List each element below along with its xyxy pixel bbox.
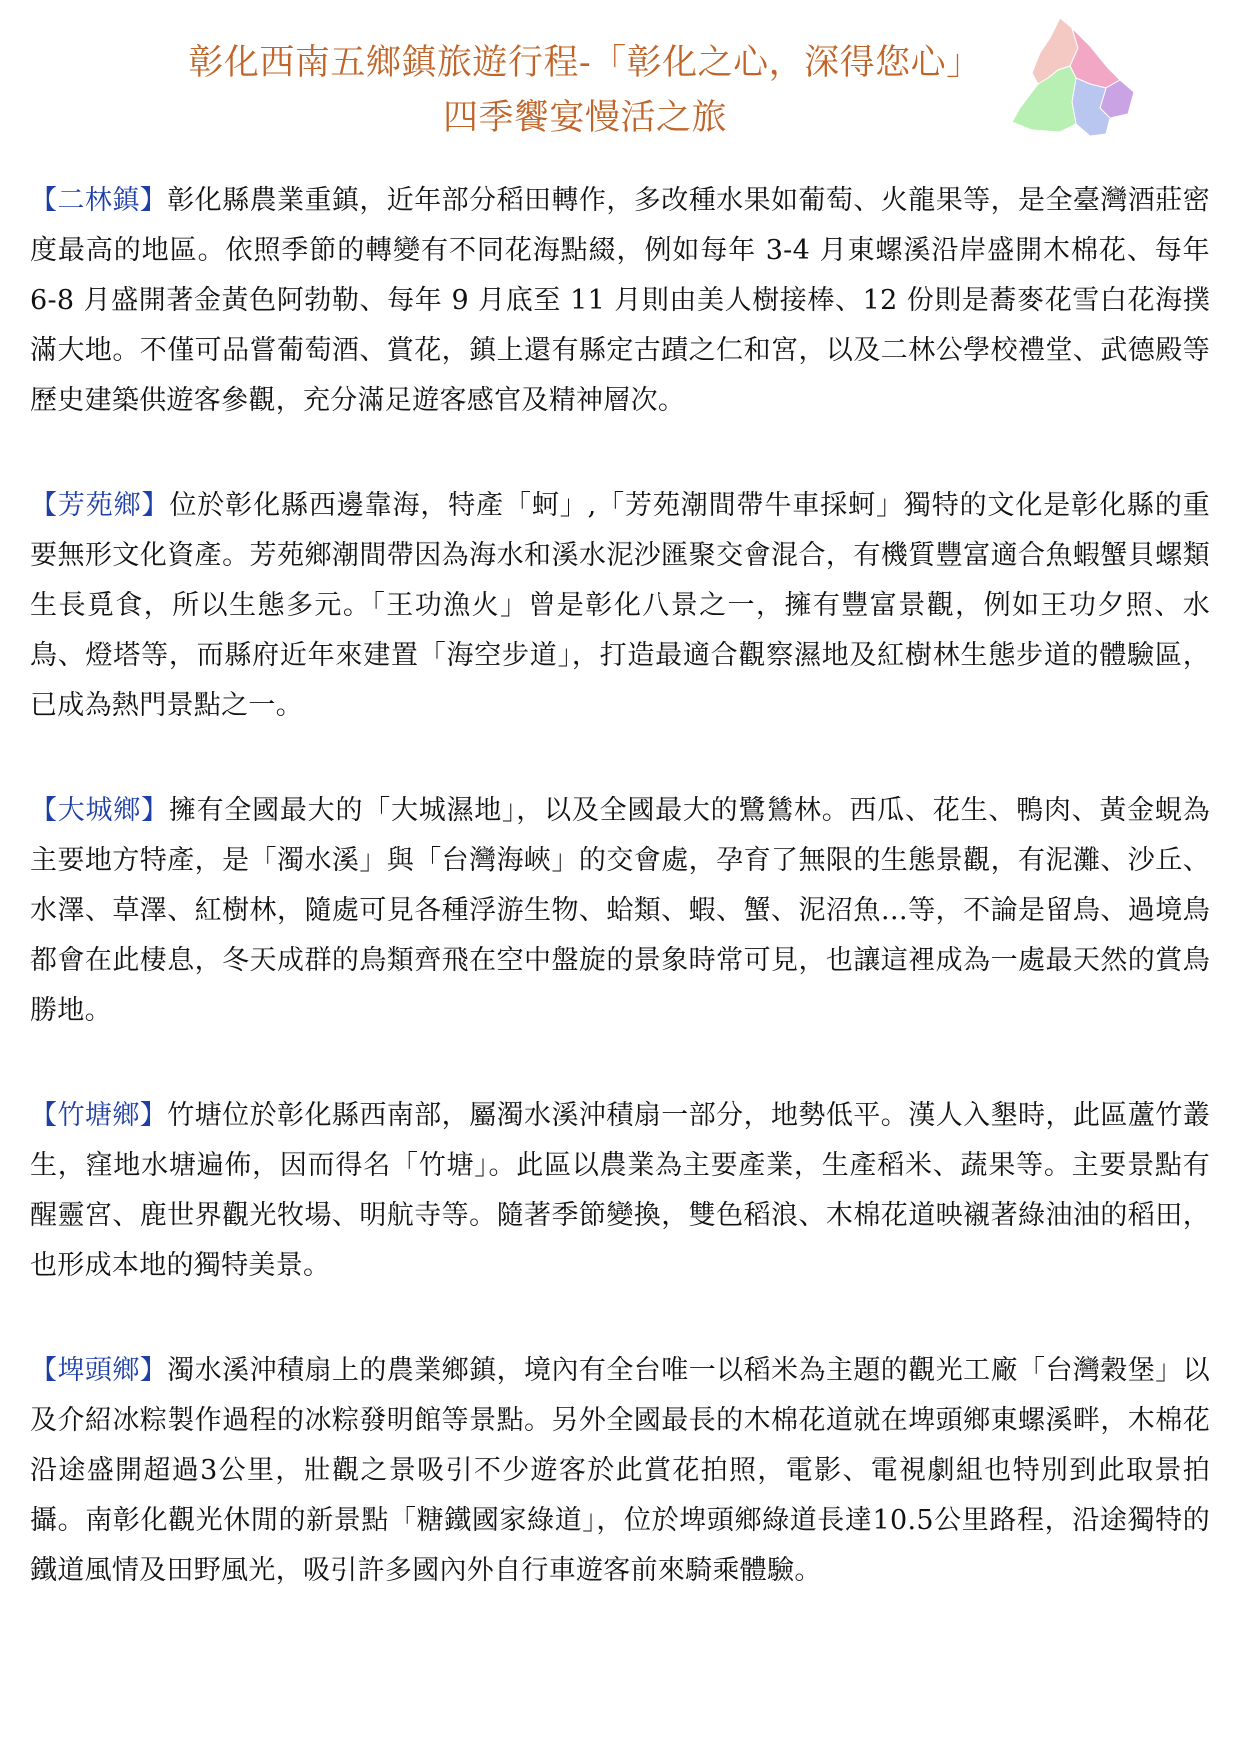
section-heading-erlin: 【二林鎮】 <box>30 185 168 216</box>
section-text-zhutang: 竹塘位於彰化縣西南部，屬濁水溪沖積扇一部分，地勢低平。漢人入墾時，此區蘆竹叢生，窪地水塘遍佈，因而得名「竹塘」。此區以農業為主要產業，生產稻米、蔬果等。主要景點有醒靈宮、鹿世界觀光牧場、明航寺等。隨著季節變換，雙色稻浪、木棉花道映襯著綠油油的稻田，也形成本地的獨特美景。 <box>30 1100 1211 1281</box>
page-title-line1: 彰化西南五鄉鎮旅遊行程-「彰化之心，深得您心」 <box>188 43 982 83</box>
content-body <box>30 176 1210 1651</box>
page-title-line2: 四季饗宴慢活之旅 <box>442 98 727 138</box>
section-text-erlin: 彰化縣農業重鎮，近年部分稻田轉作，多改種水果如葡萄、火龍果等，是全臺灣酒莊密度最高的地區。依照季節的轉變有不同花海點綴，例如每年 3-4 月東螺溪沿岸盛開木棉花、每年 6-8 月盛開著金黃色阿勃勒、每年 9 月底至 11 月則由美人樹接棒、12 份則是蕎麥花雪白花海撲滿大地。不僅可品嘗葡萄酒、賞花，鎮上還有縣定古蹟之仁和宮，以及二林公學校禮堂、武德殿等歷史建築供遊客參觀，充分滿足遊客感官及精神層次。 <box>30 185 1211 416</box>
section-heading-fangyuan: 【芳苑鄉】 <box>30 490 170 521</box>
changhua-map-graphic <box>1010 18 1160 153</box>
section-zhutang <box>30 1091 1210 1291</box>
section-heading-dacheng: 【大城鄉】 <box>30 795 169 826</box>
section-text-pitou: 濁水溪沖積扇上的農業鄉鎮，境內有全台唯一以稻米為主題的觀光工廠「台灣穀堡」以及介紹冰粽製作過程的冰粽發明館等景點。另外全國最長的木棉花道就在埤頭鄉東螺溪畔，木棉花沿途盛開超過3公里，壯觀之景吸引不少遊客於此賞花拍照，電影、電視劇組也特別到此取景拍攝。南彰化觀光休閒的新景點「糖鐵國家綠道」，位於埤頭鄉綠道長達10.5公里路程，沿途獨特的鐵道風情及田野風光，吸引許多國內外自行車遊客前來騎乘體驗。 <box>30 1355 1211 1586</box>
section-dacheng <box>30 786 1210 1036</box>
section-erlin <box>30 176 1210 426</box>
section-heading-zhutang: 【竹塘鄉】 <box>30 1100 168 1131</box>
section-pitou <box>30 1346 1210 1596</box>
section-text-dacheng: 擁有全國最大的「大城濕地」，以及全國最大的鷺鷥林。西瓜、花生、鴨肉、黃金蜆為主要地方特產，是「濁水溪」與「台灣海峽」的交會處，孕育了無限的生態景觀，有泥灘、沙丘、水澤、草澤、紅樹林，隨處可見各種浮游生物、蛤類、蝦、蟹、泥沼魚…等，不論是留鳥、過境鳥都會在此棲息，冬天成群的鳥類齊飛在空中盤旋的景象時常可見，也讓這裡成為一處最天然的賞鳥勝地。 <box>30 795 1211 1026</box>
section-text-fangyuan: 位於彰化縣西邊靠海，特產「蚵」,「芳苑潮間帶牛車採蚵」獨特的文化是彰化縣的重要無形文化資產。芳苑鄉潮間帶因為海水和溪水泥沙匯聚交會混合，有機質豐富適合魚蝦蟹貝螺類生長覓食，所以生態多元。「王功漁火」曾是彰化八景之一，擁有豐富景觀，例如王功夕照、水鳥、燈塔等，而縣府近年來建置「海空步道」，打造最適合觀察濕地及紅樹林生態步道的體驗區，已成為熱門景點之一。 <box>30 490 1210 721</box>
page-title <box>150 36 1020 146</box>
section-heading-pitou: 【埤頭鄉】 <box>30 1355 168 1386</box>
section-fangyuan <box>30 481 1210 731</box>
